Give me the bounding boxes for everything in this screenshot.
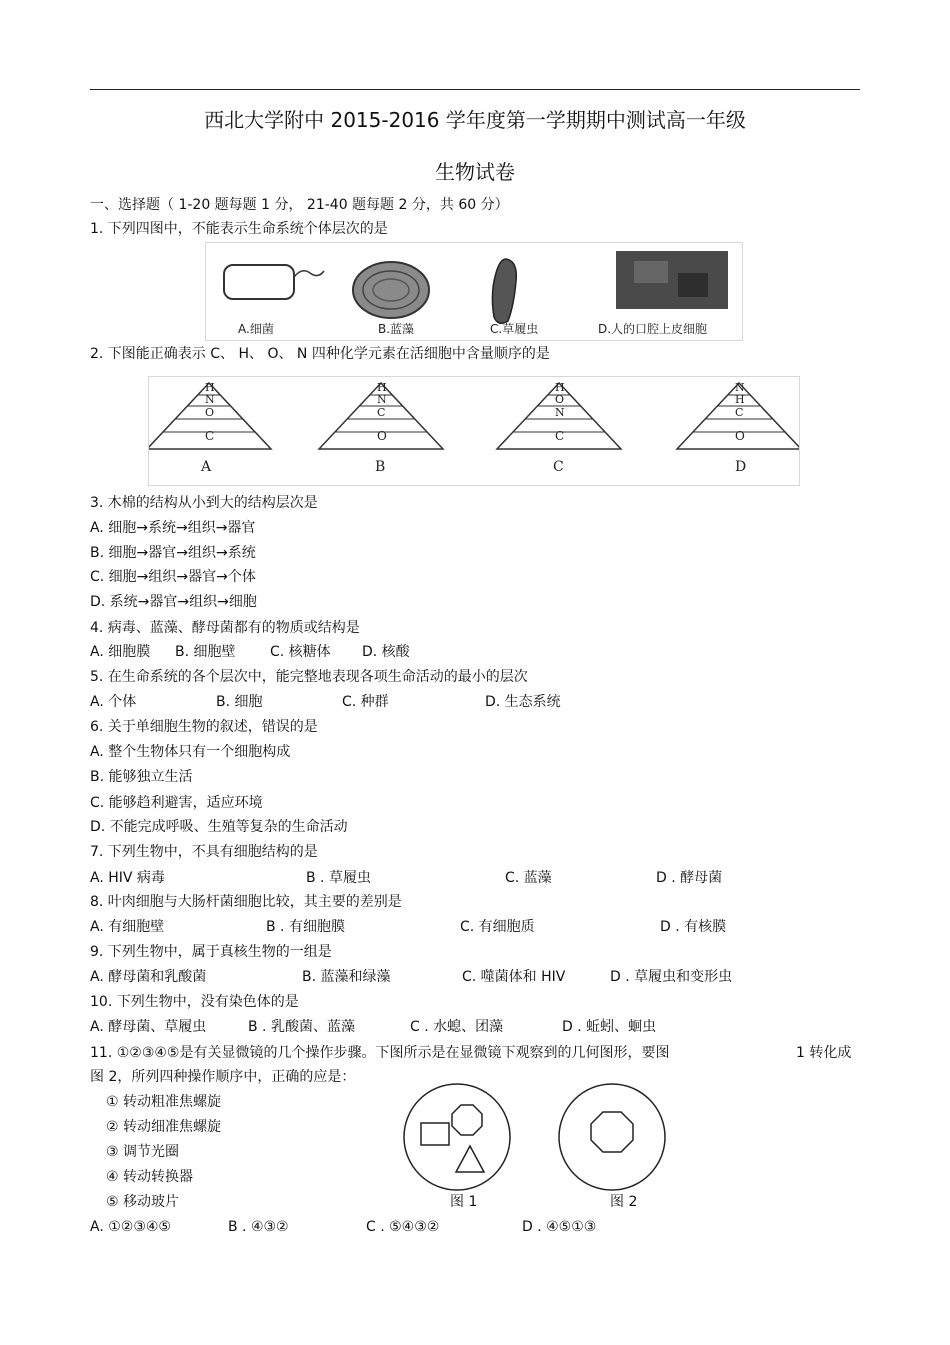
question-9-stem: 9. 下列生物中，属于真核生物的一组是 [90,944,332,960]
question-9-option-d: D . 草履虫和变形虫 [610,969,733,985]
question-8-stem: 8. 叶肉细胞与大肠杆菌细胞比较，其主要的差别是 [90,894,402,910]
pyramid-d-label: D [735,459,747,475]
triangle-shape [456,1146,484,1172]
question-11-step-2: ② 转动细准焦螺旋 [106,1119,222,1135]
pyramid-a-layer-2: N [205,393,215,406]
question-5-option-b: B. 细胞 [216,694,263,710]
question-1-stem: 1. 下列四图中，不能表示生命系统个体层次的是 [90,221,388,237]
question-11-step-5: ⑤ 移动玻片 [106,1194,180,1210]
question-5-option-c: C. 种群 [342,694,389,710]
page-subtitle: 生物试卷 [435,160,515,184]
pyramid-c-label: C [553,459,564,475]
pyramid-d-layer-4: O [735,429,745,443]
question-10-option-a: A. 酵母菌、草履虫 [90,1019,207,1035]
pyramid-a-layer-1: H [205,381,215,394]
question-4-option-b: B. 细胞壁 [175,644,236,660]
pyramid-d-layer-2: H [735,393,745,406]
question-4-stem: 4. 病毒、蓝藻、酵母菌都有的物质或结构是 [90,620,360,636]
question-6-stem: 6. 关于单细胞生物的叙述，错误的是 [90,719,318,735]
pyramid-b-layer-3: C [377,406,386,419]
question-9-option-a: A. 酵母菌和乳酸菌 [90,969,207,985]
question-5-option-d: D. 生态系统 [485,694,561,710]
question-10-option-d: D . 蚯蚓、蛔虫 [562,1019,657,1035]
figure-1-label: 图 1 [450,1194,478,1210]
question-1-figure [205,242,743,341]
question-6-option-a: A. 整个生物体只有一个细胞构成 [90,744,291,760]
question-4-option-c: C. 核糖体 [270,644,331,660]
pyramid-c-layer-2: O [555,393,565,406]
pyramid-a-layer-3: O [205,406,215,419]
question-8-option-a: A. 有细胞壁 [90,919,165,935]
square-shape [421,1123,449,1145]
paramecium-image [492,259,516,323]
question-3-option-d: D. 系统→器官→组织→细胞 [90,594,257,610]
pyramid-d-layer-1: N [735,381,745,394]
question-3-stem: 3. 木棉的结构从小到大的结构层次是 [90,495,318,511]
pyramid-a-layer-4: C [205,429,215,443]
question-11-stem-line-1-tail: 1 转化成 [796,1045,852,1061]
question-11-stem-line-2: 图 2，所列四种操作顺序中，正确的应是： [90,1069,356,1085]
question-6-option-d: D. 不能完成呼吸、生殖等复杂的生命活动 [90,819,348,835]
question-3-option-a: A. 细胞→系统→组织→器官 [90,520,256,536]
field-of-view-1 [404,1084,510,1190]
section-heading: 一、选择题（ 1-20 题每题 1 分， 21-40 题每题 2 分，共 60 分） [90,197,509,213]
question-4-option-a: A. 细胞膜 [90,644,151,660]
question-9-option-b: B. 蓝藻和绿藻 [302,969,391,985]
question-3-option-c: C. 细胞→组织→器官→个体 [90,569,256,585]
pyramid-c-layer-1: H [555,381,565,394]
pyramid-d-layer-3: C [735,406,744,419]
pyramid-c-layer-4: C [555,429,565,443]
question-11-option-b: B . ④③② [228,1219,289,1235]
page-title: 西北大学附中 2015-2016 学年度第一学期期中测试高一年级 [204,108,746,132]
question-7-option-b: B . 草履虫 [306,870,371,886]
question-4-option-d: D. 核酸 [362,644,410,660]
octagon-shape [452,1105,482,1135]
question-2-stem: 2. 下图能正确表示 C、 H、 O、 N 四种化学元素在活细胞中含量顺序的是 [90,346,550,362]
question-8-option-b: B . 有细胞膜 [266,919,345,935]
cheek-cell-image [616,251,728,309]
pyramid-diagrams [149,377,799,485]
question-7-stem: 7. 下列生物中，不具有细胞结构的是 [90,844,318,860]
question-11-step-3: ③ 调节光圈 [106,1144,180,1160]
question-11-step-1: ① 转动粗准焦螺旋 [106,1094,222,1110]
question-11-step-4: ④ 转动转换器 [106,1169,194,1185]
pyramid-b-label: B [375,459,386,475]
bacterium-image [224,265,294,299]
question-7-option-d: D . 酵母菌 [656,870,723,886]
question-8-option-c: C. 有细胞质 [460,919,535,935]
question-9-option-c: C. 噬菌体和 HIV [462,969,566,985]
question-5-stem: 5. 在生命系统的各个层次中，能完整地表现各项生命活动的最小的层次 [90,669,528,685]
question-10-option-c: C . 水螅、团藻 [410,1019,504,1035]
question-3-option-b: B. 细胞→器官→组织→系统 [90,545,256,561]
question-10-option-b: B . 乳酸菌、蓝藻 [248,1019,355,1035]
question-2-figure [148,376,800,486]
header-rule [90,89,860,90]
question-8-option-d: D . 有核膜 [660,919,727,935]
pyramid-b-layer-4: O [377,429,387,443]
pyramid-b-layer-1: H [377,381,387,394]
question-7-option-c: C. 蓝藻 [505,870,552,886]
question-5-option-a: A. 个体 [90,694,137,710]
question-11-option-a: A. ①②③④⑤ [90,1219,171,1235]
pyramid-c-layer-3: N [555,406,565,419]
question-10-stem: 10. 下列生物中，没有染色体的是 [90,994,299,1010]
question-7-option-a: A. HIV 病毒 [90,870,165,886]
pyramid-b-layer-2: N [377,393,387,406]
microscope-field-figures [400,1080,670,1192]
question-11-option-c: C . ⑤④③② [366,1219,440,1235]
question-11-option-d: D . ④⑤①③ [522,1219,597,1235]
question-6-option-b: B. 能够独立生活 [90,769,193,785]
question-6-option-c: C. 能够趋利避害，适应环境 [90,795,263,811]
caption-d: D.人的口腔上皮细胞 [598,322,708,336]
caption-a: A.细菌 [238,322,274,336]
field-of-view-2 [559,1084,665,1190]
pyramid-a-label: A [201,459,212,475]
question-11-stem-line-1: 11. ①②③④⑤是有关显微镜的几个操作步骤。下图所示是在显微镜下观察到的几何图形，要图 [90,1045,670,1061]
caption-c: C.草履虫 [490,322,539,336]
large-octagon-shape [591,1112,633,1152]
figure-2-label: 图 2 [610,1194,638,1210]
caption-b: B.蓝藻 [378,322,415,336]
